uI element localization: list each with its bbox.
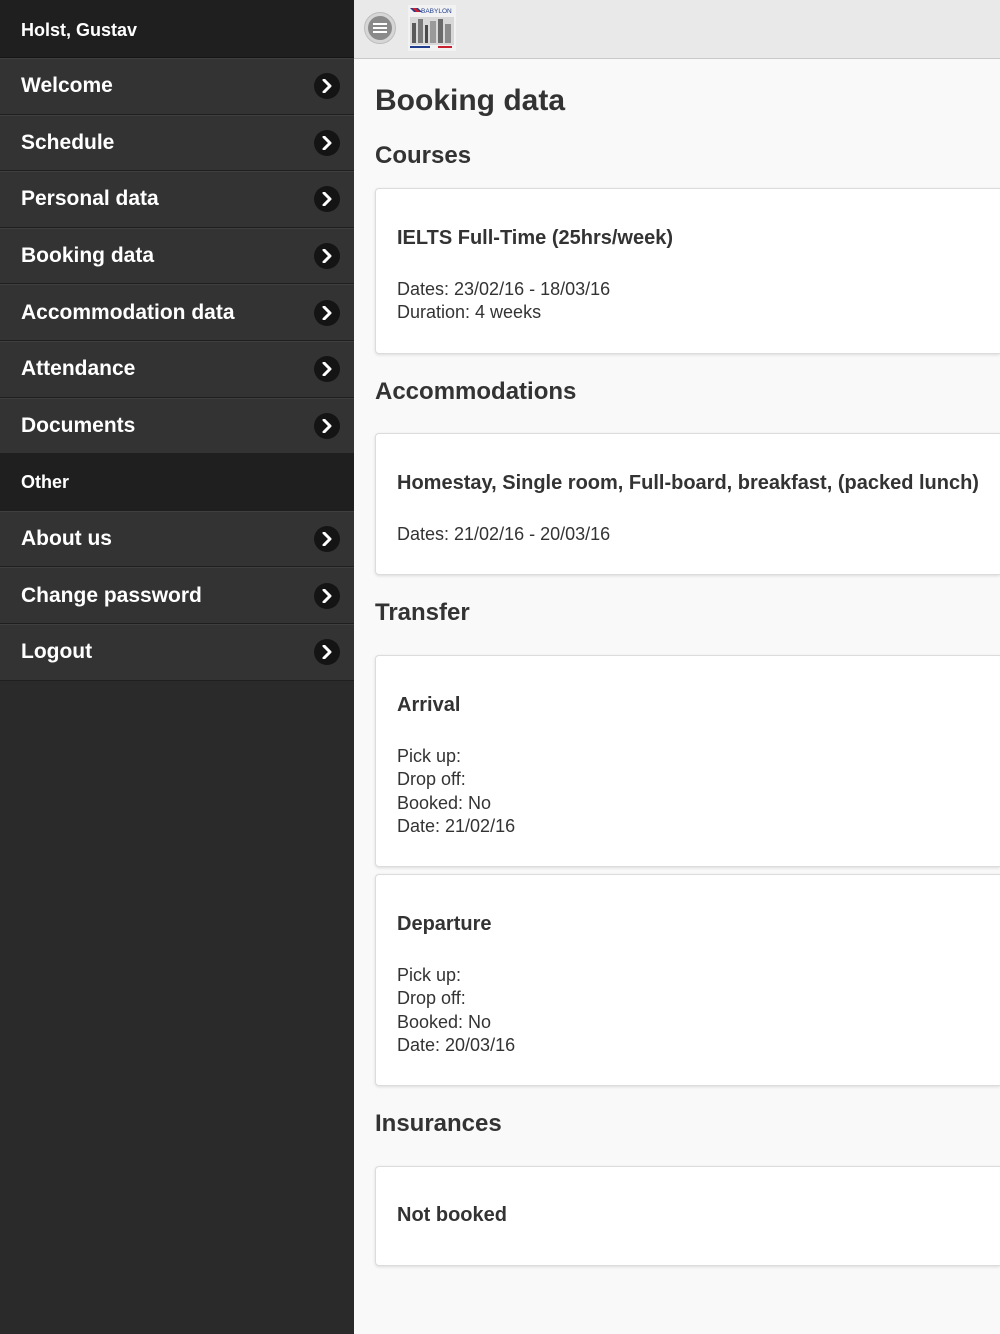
main-panel	[354, 0, 1000, 1334]
accommodation-name: Homestay, Single room, Full-board, breakfast, (packed lunch)	[397, 472, 979, 494]
insurance-card	[375, 1166, 1000, 1266]
sidebar-item-schedule[interactable]	[0, 115, 354, 172]
course-name: IELTS Full-Time (25hrs/week)	[397, 227, 673, 249]
arrival-booked: Booked: No	[397, 792, 492, 813]
section-title-courses: Courses	[375, 142, 472, 169]
accommodation-card	[375, 433, 1000, 575]
insurance-status: Not booked	[397, 1204, 507, 1226]
chevron-right-icon	[314, 583, 340, 609]
course-card	[375, 188, 1000, 354]
sidebar-item-label: Attendance	[21, 357, 136, 381]
chevron-right-icon	[314, 243, 340, 269]
departure-date: Date: 20/03/16	[397, 1035, 516, 1056]
menu-icon	[368, 16, 392, 40]
arrival-card	[375, 655, 1000, 867]
menu-button[interactable]	[364, 12, 396, 44]
sidebar-item-logout[interactable]	[0, 624, 354, 681]
departure-booked: Booked: No	[397, 1011, 492, 1032]
sidebar-nav	[0, 58, 354, 681]
sidebar-item-change-password[interactable]	[0, 567, 354, 624]
logo-text: BABYLON	[421, 8, 452, 15]
chevron-right-icon	[314, 356, 340, 382]
sidebar-item-documents[interactable]	[0, 398, 354, 455]
sidebar-item-about-us[interactable]	[0, 511, 354, 568]
departure-drop-off: Drop off:	[397, 988, 466, 1009]
arrival-title: Arrival	[397, 694, 461, 716]
chevron-right-icon	[314, 413, 340, 439]
sidebar-user-name: Holst, Gustav	[0, 0, 354, 58]
chevron-right-icon	[314, 130, 340, 156]
top-bar	[354, 0, 1000, 59]
sidebar	[0, 0, 354, 1334]
sidebar-item-personal-data[interactable]	[0, 171, 354, 228]
sidebar-item-label: Welcome	[21, 74, 113, 98]
sidebar-item-label: Personal data	[21, 187, 159, 211]
chevron-right-icon	[314, 526, 340, 552]
chevron-right-icon	[314, 300, 340, 326]
arrival-drop-off: Drop off:	[397, 769, 466, 790]
chevron-right-icon	[314, 73, 340, 99]
booking-content	[354, 84, 1000, 1266]
sidebar-section-other: Other	[0, 454, 354, 511]
arrival-pick-up: Pick up:	[397, 746, 462, 766]
chevron-right-icon	[314, 186, 340, 212]
sidebar-item-welcome[interactable]	[0, 58, 354, 115]
section-title-insurances: Insurances	[375, 1110, 502, 1137]
departure-card	[375, 874, 1000, 1086]
arrival-date: Date: 21/02/16	[397, 816, 516, 837]
sidebar-item-accommodation-data[interactable]	[0, 284, 354, 341]
sidebar-item-label: Schedule	[21, 130, 115, 154]
chevron-right-icon	[314, 639, 340, 665]
sidebar-item-label: About us	[21, 527, 112, 551]
sidebar-item-label: Logout	[21, 640, 93, 664]
sidebar-item-attendance[interactable]	[0, 341, 354, 398]
course-duration: Duration: 4 weeks	[397, 302, 542, 323]
babylon-logo	[408, 5, 456, 51]
accommodation-dates: Dates: 21/02/16 - 20/03/16	[397, 524, 611, 544]
departure-title: Departure	[397, 913, 492, 935]
page-title: Booking data	[375, 84, 566, 117]
section-title-accommodations: Accommodations	[375, 378, 577, 405]
course-dates: Dates: 23/02/16 - 18/03/16	[397, 279, 611, 299]
section-title-transfer: Transfer	[375, 599, 470, 626]
sidebar-item-label: Accommodation data	[21, 300, 235, 324]
sidebar-item-label: Change password	[21, 583, 202, 607]
departure-pick-up: Pick up:	[397, 965, 462, 985]
sidebar-item-label: Documents	[21, 413, 136, 437]
sidebar-item-booking-data[interactable]	[0, 228, 354, 285]
sidebar-item-label: Booking data	[21, 244, 155, 268]
